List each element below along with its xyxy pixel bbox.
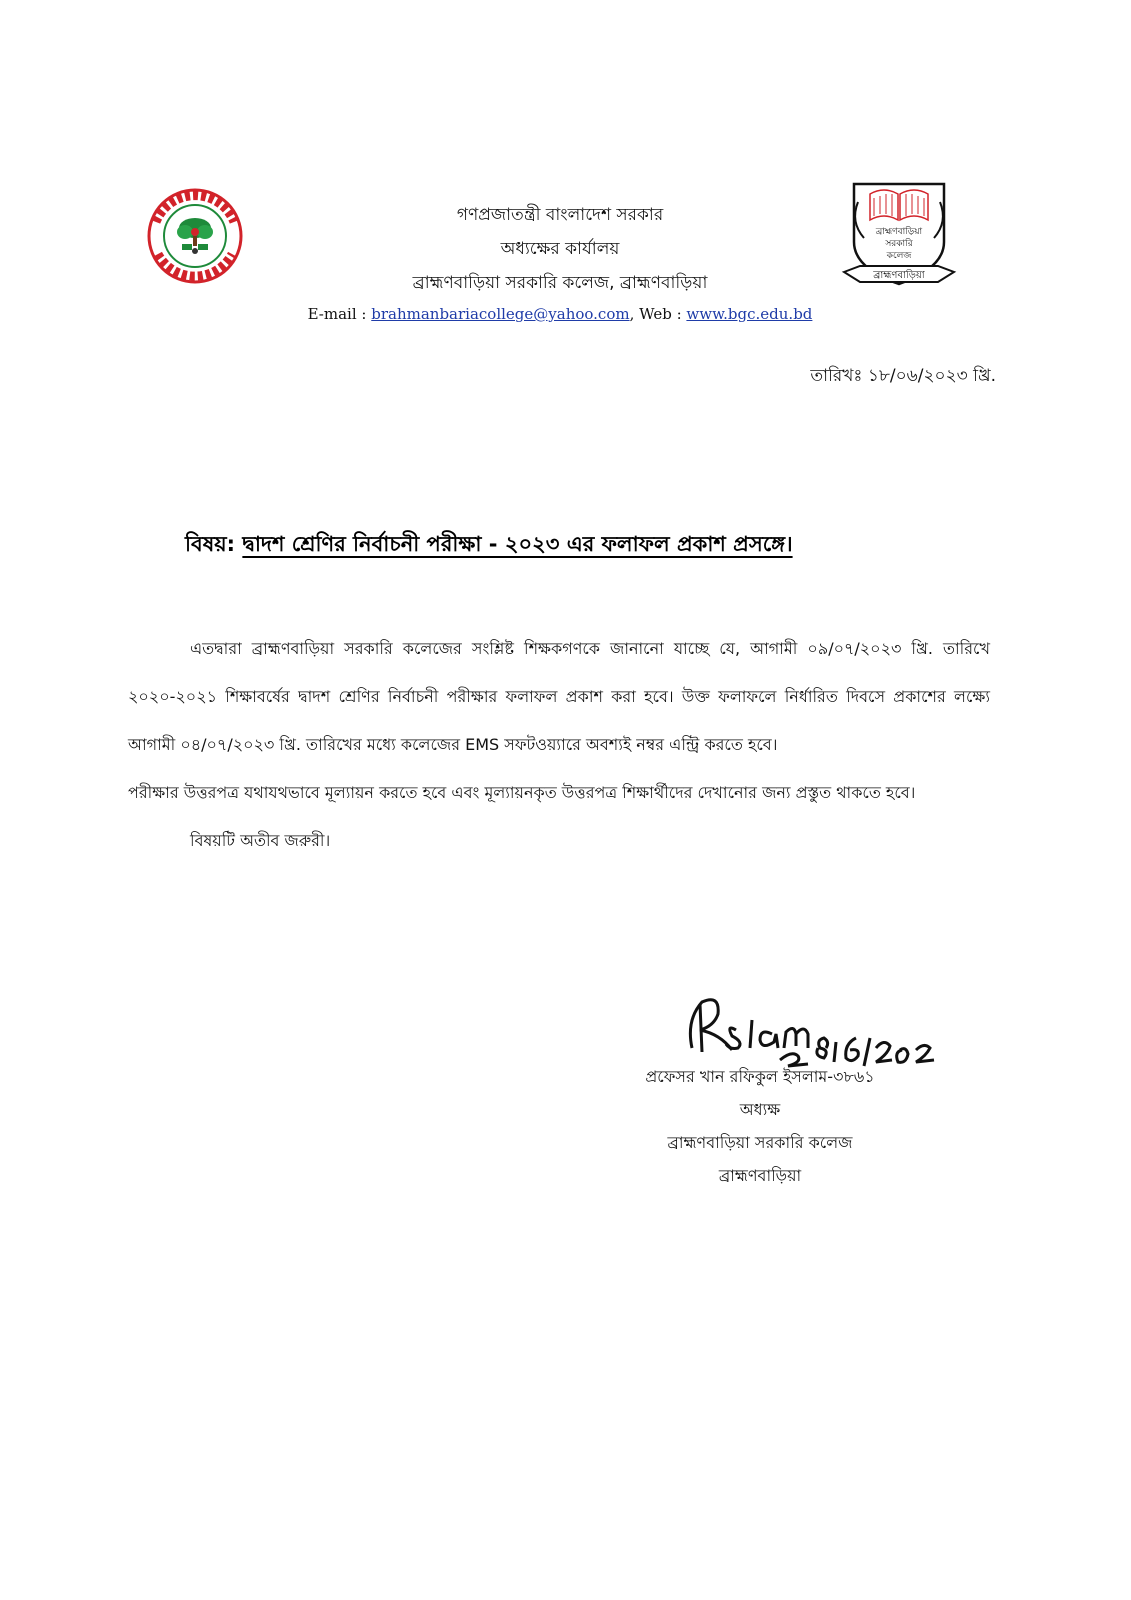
body-paragraph-2: পরীক্ষার উত্তরপত্র যথাযথভাবে মূল্যায়ন করতে হবে এবং মূল্যায়নকৃত উত্তরপত্র শিক্ষার্থীদের দেখানোর জন্য প্রস্তুত থাকতে হবে। <box>128 783 916 802</box>
signatory-place: ব্রাহ্মণবাড়িয়া <box>718 1166 802 1185</box>
left-seal-logo <box>136 188 254 284</box>
college-line: ব্রাহ্মণবাড়িয়া সরকারি কলেজ, ব্রাহ্মণবাড়িয়া <box>412 273 708 293</box>
subject-label: বিষয়: <box>185 532 236 556</box>
contact-line <box>250 300 870 328</box>
signatory-block <box>600 1060 920 1192</box>
letterhead <box>250 198 870 328</box>
svg-text:সরকারি: সরকারি <box>885 239 913 249</box>
subject-text: দ্বাদশ শ্রেণির নির্বাচনী পরীক্ষা - ২০২৩ এর ফলাফল প্রকাশ প্রসঙ্গে। <box>242 532 793 556</box>
signatory-institution: ব্রাহ্মণবাড়িয়া সরকারি কলেজ <box>667 1133 853 1152</box>
body-paragraph-3: বিষয়টি অতীব জরুরী। <box>190 831 331 850</box>
subject-line <box>185 528 945 563</box>
notice-body <box>128 625 990 865</box>
svg-text:কলেজ: কলেজ <box>886 251 912 261</box>
body-paragraph-1: এতদ্বারা ব্রাহ্মণবাড়িয়া সরকারি কলেজের সংশ্লিষ্ট শিক্ষকগণকে জানানো যাচ্ছে যে, আগামী ০৯/০৭/২০২৩ খ্রি. তারিখে ২০২০-২০২১ শিক্ষাবর্ষের দ্বাদশ শ্রেণির নির্বাচনী পরীক্ষার ফলাফল প্রকাশ করা হবে। উক্ত ফলাফলে নির্ধারিত দিবসে প্রকাশের লক্ষ্যে আগামী ০৪/০৭/২০২৩ খ্রি. তারিখের মধ্যে কলেজের EMS সফটওয়্যারে অবশ্যই নম্বর এন্ট্রি করতে হবে। <box>128 639 990 754</box>
handwritten-signature <box>680 990 940 1070</box>
email-label: E-mail : <box>307 305 367 323</box>
svg-text:ব্রাহ্মণবাড়িয়া: ব্রাহ্মণবাড়িয়া <box>875 227 923 237</box>
web-link[interactable]: www.bgc.edu.bd <box>686 305 813 323</box>
email-link[interactable]: brahmanbariacollege@yahoo.com <box>371 305 630 323</box>
signatory-designation: অধ্যক্ষ <box>739 1100 781 1119</box>
document-date: তারিখঃ ১৮/০৬/২০২৩ খ্রি. <box>810 366 996 386</box>
svg-text:ব্রাহ্মণবাড়িয়া: ব্রাহ্মণবাড়িয়া <box>873 270 925 281</box>
right-crest-logo <box>840 172 958 298</box>
government-line: গণপ্রজাতন্ত্রী বাংলাদেশ সরকার <box>456 205 664 225</box>
web-label: , Web : <box>629 305 682 323</box>
office-line: অধ্যক্ষের কার্যালয় <box>500 239 620 259</box>
signatory-name: প্রফেসর খান রফিকুল ইসলাম-৩৮৬১ <box>645 1067 875 1086</box>
